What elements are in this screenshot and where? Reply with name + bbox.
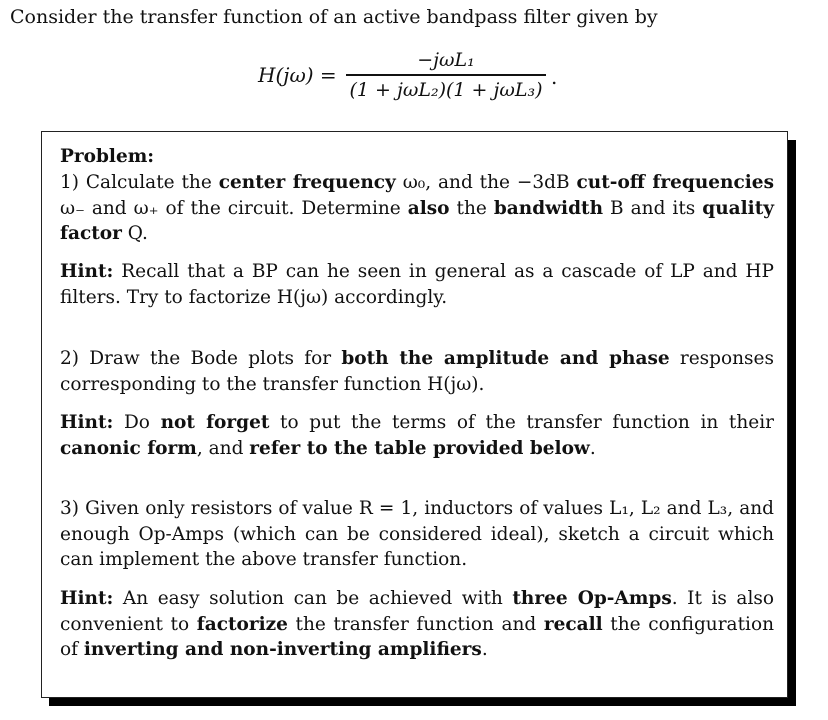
intro-text: Consider the transfer function of an active bandpass filter given by (10, 6, 658, 28)
question-1: 1) Calculate the center frequency ω₀, and the −3dB cut-off frequencies ω₋ and ω₊ of the circuit. Determine also the bandwidth B and its quality factor Q. (60, 172, 774, 244)
problem-box (41, 131, 788, 698)
equation-numerator: −jωL₁ (417, 49, 475, 71)
equation-denominator: (1 + jωL₂)(1 + jωL₃) (349, 78, 543, 101)
question-3: 3) Given only resistors of value R = 1, inductors of values L₁, L₂ and L₃, and enough Op-Amps (which can be considered ideal), sketch a circuit which can implement the above transfer function. (60, 498, 774, 570)
equation-fraction (346, 47, 546, 103)
question-2: 2) Draw the Bode plots for both the amplitude and phase responses corresponding to the transfer function H(jω). (60, 348, 774, 395)
hint-1: Hint: Recall that a BP can he seen in general as a cascade of LP and HP filters. Try to factorize H(jω) accordingly. (60, 261, 774, 308)
equation-period: . (551, 65, 558, 89)
fraction-bar (346, 74, 546, 76)
equation-lhs: H(jω) = (258, 63, 337, 87)
hint-3: Hint: An easy solution can be achieved with three Op-Amps. It is also convenient to factorize the transfer function and recall the configuration of inverting and non-inverting amplifiers. (60, 588, 774, 660)
hint-2: Hint: Do not forget to put the terms of the transfer function in their canonic form, and refer to the table provided below. (60, 412, 774, 459)
problem-heading: Problem: (60, 146, 155, 167)
